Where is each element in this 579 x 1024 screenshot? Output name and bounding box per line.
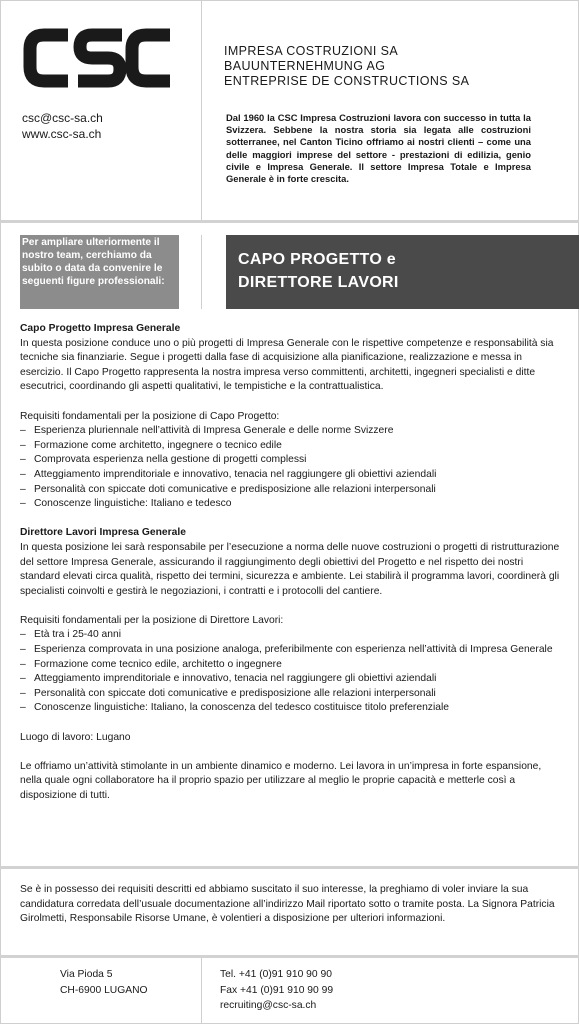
requirements-title: Requisiti fondamentali per la posizione di Direttore Lavori: (20, 614, 284, 626)
list-item: – Atteggiamento imprenditoriale e innovativo, tenacia nel raggiungere gli obiettivi aziendali (20, 468, 560, 483)
header-divider (201, 0, 202, 221)
requirements-list (20, 628, 560, 716)
title-divider (201, 235, 202, 309)
section-heading: Capo Progetto Impresa Generale (20, 323, 181, 334)
company-name-it: IMPRESA COSTRUZIONI SA (224, 44, 399, 58)
requirements-title: Requisiti fondamentali per la posizione di Capo Progetto: (20, 410, 280, 422)
job-title (226, 235, 579, 309)
section-body: In questa posizione lei sarà responsabile per l’esecuzione a norma delle nuove costruzioni o progetti di ristrutturazione del settore Impresa Generale, assicurando il raggiungimento degli obiettivi del Progetto e nel rispetto dei nostri standard elevati circa qualità, rispetto dei termini, sicurezza e ambiente. Lei stabilirà il programma lavori, coordinerà gli specialisti coinvolti e gestirà le negoziazioni, i contratti e i protocolli del cantiere. (20, 541, 560, 597)
list-item: – Esperienza comprovata in una posizione analoga, preferibilmente con esperienza nell’attività di Impresa Generale (20, 643, 560, 658)
street: Via Pioda 5 (60, 969, 113, 980)
email-link[interactable]: csc@csc-sa.ch (22, 111, 103, 125)
job-title-line-2: DIRETTORE LAVORI (238, 274, 399, 291)
content-rule (0, 866, 579, 869)
website-link[interactable]: www.csc-sa.ch (22, 127, 102, 141)
list-item: – Formazione come architetto, ingegnere o tecnico edile (20, 439, 560, 454)
list-item: – Conoscenze linguistiche: Italiano e tedesco (20, 497, 560, 512)
contact-top (22, 110, 103, 142)
list-item: – Formazione come tecnico edile, architetto o ingegnere (20, 658, 560, 673)
company-name-fr: ENTREPRISE DE CONSTRUCTIONS SA (224, 74, 470, 88)
footer-divider (201, 958, 202, 1024)
company-names (224, 44, 469, 89)
list-item: – Esperienza pluriennale nell’attività di Impresa Generale e delle norme Svizzere (20, 424, 560, 439)
list-item: – Atteggiamento imprenditoriale e innovativo, tenacia nel raggiungere gli obiettivi aziendali (20, 672, 560, 687)
list-item: – Personalità con spiccate doti comunicative e predisposizione alle relazioni interpersonali (20, 483, 560, 498)
footer-rule (0, 955, 579, 958)
job-title-line-1: CAPO PROGETTO e (238, 251, 397, 268)
list-item: – Età tra i 25-40 anni (20, 628, 560, 643)
recruiting-email-link[interactable]: recruiting@csc-sa.ch (220, 1000, 317, 1011)
phone-number: Tel. +41 (0)91 910 90 90 (220, 969, 332, 980)
postal-address (60, 967, 148, 998)
list-item: – Comprovata esperienza nella gestione di progetti complessi (20, 453, 560, 468)
section-body: In questa posizione conduce uno o più progetti di Impresa Generale con le rispettive competenze e responsabilità sia tecniche sia finanziarie. Segue i progetti dalla fase di acquisizione alla pianificazione, realizzazione e messa in esercizio. Il Capo Progetto rappresenta la nostra impresa verso committenti, architetti, ingegneri specialisti e ditte esecutrici, coordinando gli aspetti qualitativi, le tempistiche e la contrattualistica. (20, 337, 554, 393)
section-heading: Direttore Lavori Impresa Generale (20, 527, 186, 539)
csc-logo (22, 22, 177, 94)
header-rule (0, 220, 579, 223)
offer-text: Le offriamo un’attività stimolante in un ambiente dinamico e moderno. Lei lavora in un’impresa in forte espansione, nella quale ogni collaboratore ha il proprio spazio per utilizzare al meglio le proprie capacità e metterle così a disposizione di tutti. (20, 760, 542, 801)
list-item: – Conoscenze linguistiche: Italiano, la conoscenza del tedesco costituisce titolo preferenziale (20, 701, 560, 716)
list-item: – Personalità con spiccate doti comunicative e predisposizione alle relazioni interpersonali (20, 687, 560, 702)
job-description (20, 322, 560, 804)
intro-callout: Per ampliare ulteriormente il nostro team, cerchiamo da subito o data da convenire le seguenti figure professionali: (20, 235, 179, 309)
company-intro: Dal 1960 la CSC Impresa Costruzioni lavora con successo in tutta la Svizzera. Sebbene la nostra storia sia legata alle costruzioni sotterranee, nel Canton Ticino offriamo ai nostri clienti – come una delle maggiori imprese del settore - prestazioni di edilizia, genio civile e Impresa Generale. Il settore Impresa Totale e Impresa Generale è in forte crescita. (226, 112, 531, 185)
footer-contacts (220, 967, 333, 1014)
application-note: Se è in possesso dei requisiti descritti ed abbiamo suscitato il suo interesse, la preghiamo di voler inviare la sua candidatura corredata dell’usuale documentazione all’indirizzo Mail riportato sotto o tramite posta. La Signora Patricia Girolmetti, Responsabile Risorse Umane, è volentieri a disposizione per ulteriori informazioni. (20, 884, 555, 925)
work-location: Luogo di lavoro: Lugano (20, 731, 131, 743)
city: CH-6900 LUGANO (60, 984, 148, 996)
requirements-list (20, 424, 560, 512)
company-name-de: BAUUNTERNEHMUNG AG (224, 59, 386, 73)
fax-number: Fax +41 (0)91 910 90 99 (220, 984, 334, 996)
